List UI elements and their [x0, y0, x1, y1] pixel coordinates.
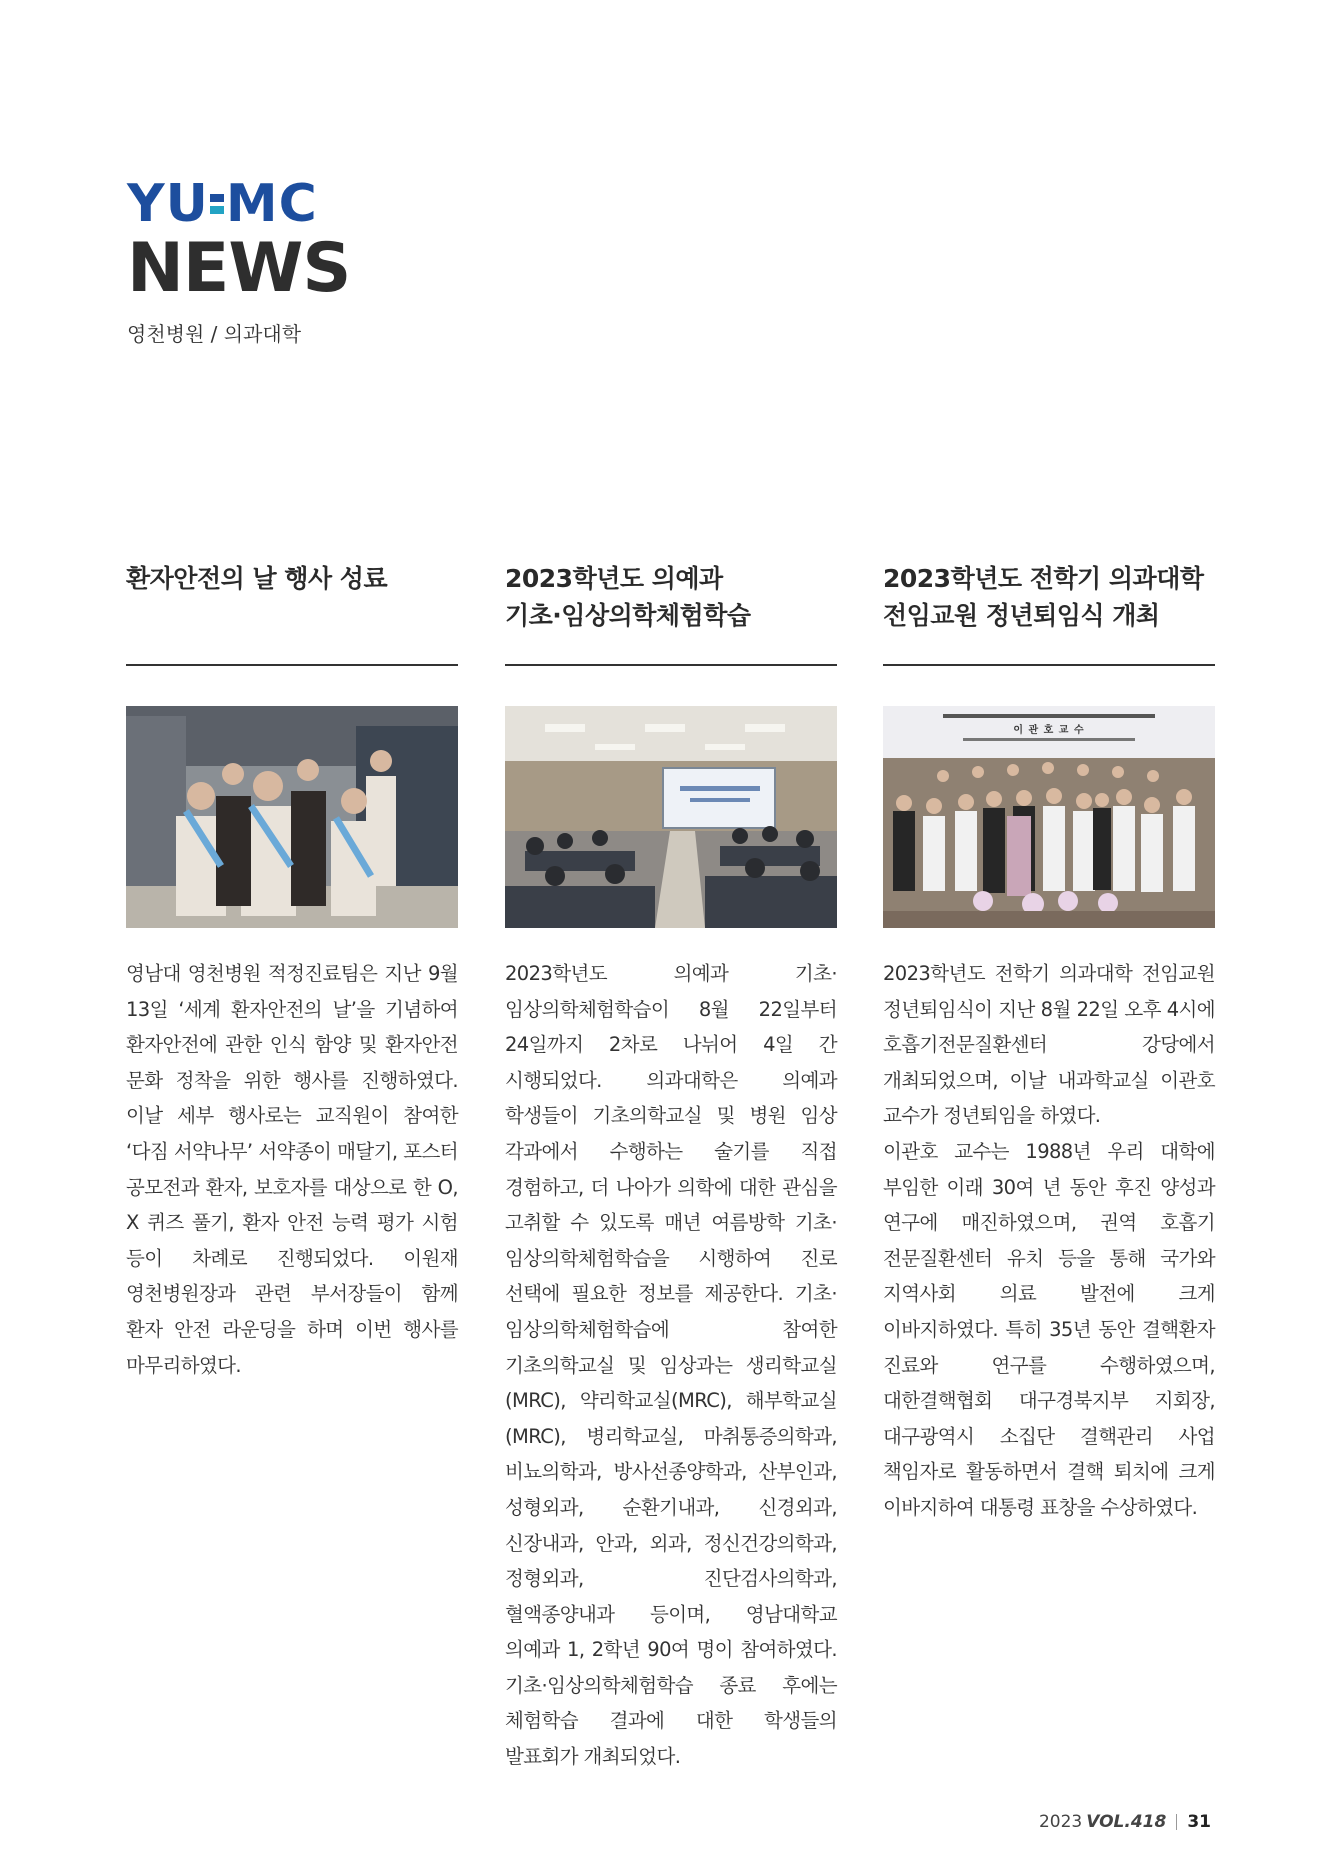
page-footer: [1039, 1812, 1211, 1832]
section-label: 영천병원 / 의과대학: [127, 322, 302, 346]
logo-dots-icon: [210, 194, 224, 214]
logo-text-left: YU: [127, 174, 209, 234]
article-title: 환자안전의 날 행사 성료: [126, 564, 388, 593]
issue-volume: VOL.418: [1086, 1812, 1167, 1832]
divider: [505, 664, 837, 666]
article-patient-safety: [126, 560, 458, 1383]
yumc-logo: [127, 174, 350, 234]
masthead: [127, 174, 351, 347]
divider: [126, 664, 458, 666]
article-retirement: [883, 560, 1215, 1526]
page-title: NEWS: [127, 229, 351, 308]
banner-name: 이 관 호 교 수: [1013, 725, 1085, 736]
footer-divider: [1176, 1814, 1177, 1830]
issue-year: 2023: [1038, 1812, 1083, 1832]
lecture-hall-photo: [505, 706, 837, 928]
article-title: 2023학년도 의예과 기초·임상의학체험학습: [505, 564, 751, 630]
article-body: 2023학년도 전학기 의과대학 전임교원 정년퇴임식이 지난 8월 22일 오후 4시에 호흡기전문질환센터 강당에서 개최되었으며, 이날 내과학교실 이관호 교수가 정년퇴임을 하였다. 이관호 교수는 1988년 우리 대학에 부임한 이래 30여 년 동안 후진 양성과 연구에 매진하였으며, 권역 호흡기 전문질환센터 유치 등을 통해 국가와 지역사회 의료 발전에 크게 이바지하였다. 특히 35년 동안 결핵환자 진료와 연구를 수행하였으며, 대한결핵협회 대구경북지부 지회장, 대구광역시 소집단 결핵관리 사업 책임자로 활동하면서 결핵 퇴치에 크게 이바지하여 대통령 표창을 수상하였다.: [883, 962, 1215, 1519]
page-number: 31: [1187, 1812, 1211, 1832]
article-title: 2023학년도 전학기 의과대학 전임교원 정년퇴임식 개최: [883, 564, 1204, 630]
logo-text-right: MC: [225, 174, 318, 234]
divider: [883, 664, 1215, 666]
retirement-ceremony-photo: [883, 706, 1215, 928]
article-body: 2023학년도 의예과 기초·임상의학체험학습이 8월 22일부터 24일까지 2차로 나뉘어 4일 간 시행되었다. 의과대학은 의예과 학생들이 기초의학교실 및 병원 임상 각과에서 수행하는 술기를 직접 경험하고, 더 나아가 의학에 대한 관심을 고취할 수 있도록 매년 여름방학 기초·임상의학체험학습을 시행하여 진로 선택에 필요한 정보를 제공한다. 기초·임상의학체험학습에 참여한 기초의학교실 및 임상과는 생리학교실(MRC), 약리학교실(MRC), 해부학교실(MRC), 병리학교실, 마취통증의학과, 비뇨의학과, 방사선종양학과, 산부인과, 성형외과, 순환기내과, 신경외과, 신장내과, 안과, 외과, 정신건강의학과, 정형외과, 진단검사의학과, 혈액종양내과 등이며, 영남대학교 의예과 1, 2학년 90여 명이 참여하였다. 기초·임상의학체험학습 종료 후에는 체험학습 결과에 대한 학생들의 발표회가 개최되었다.: [505, 962, 837, 1769]
article-medical-experience: [505, 560, 837, 1775]
group-photo-patient-safety-day: [126, 706, 458, 928]
article-body: 영남대 영천병원 적정진료팀은 지난 9월 13일 ‘세계 환자안전의 날’을 기념하여 환자안전에 관한 인식 함양 및 환자안전 문화 정착을 위한 행사를 진행하였다. 이날 세부 행사로는 교직원이 참여한 ‘다짐 서약나무’ 서약종이 매달기, 포스터 공모전과 환자, 보호자를 대상으로 한 O, X 퀴즈 풀기, 환자 안전 능력 평가 시험 등이 차례로 진행되었다. 이원재 영천병원장과 관련 부서장들이 함께 환자 안전 라운딩을 하며 이번 행사를 마무리하였다.: [126, 962, 458, 1377]
